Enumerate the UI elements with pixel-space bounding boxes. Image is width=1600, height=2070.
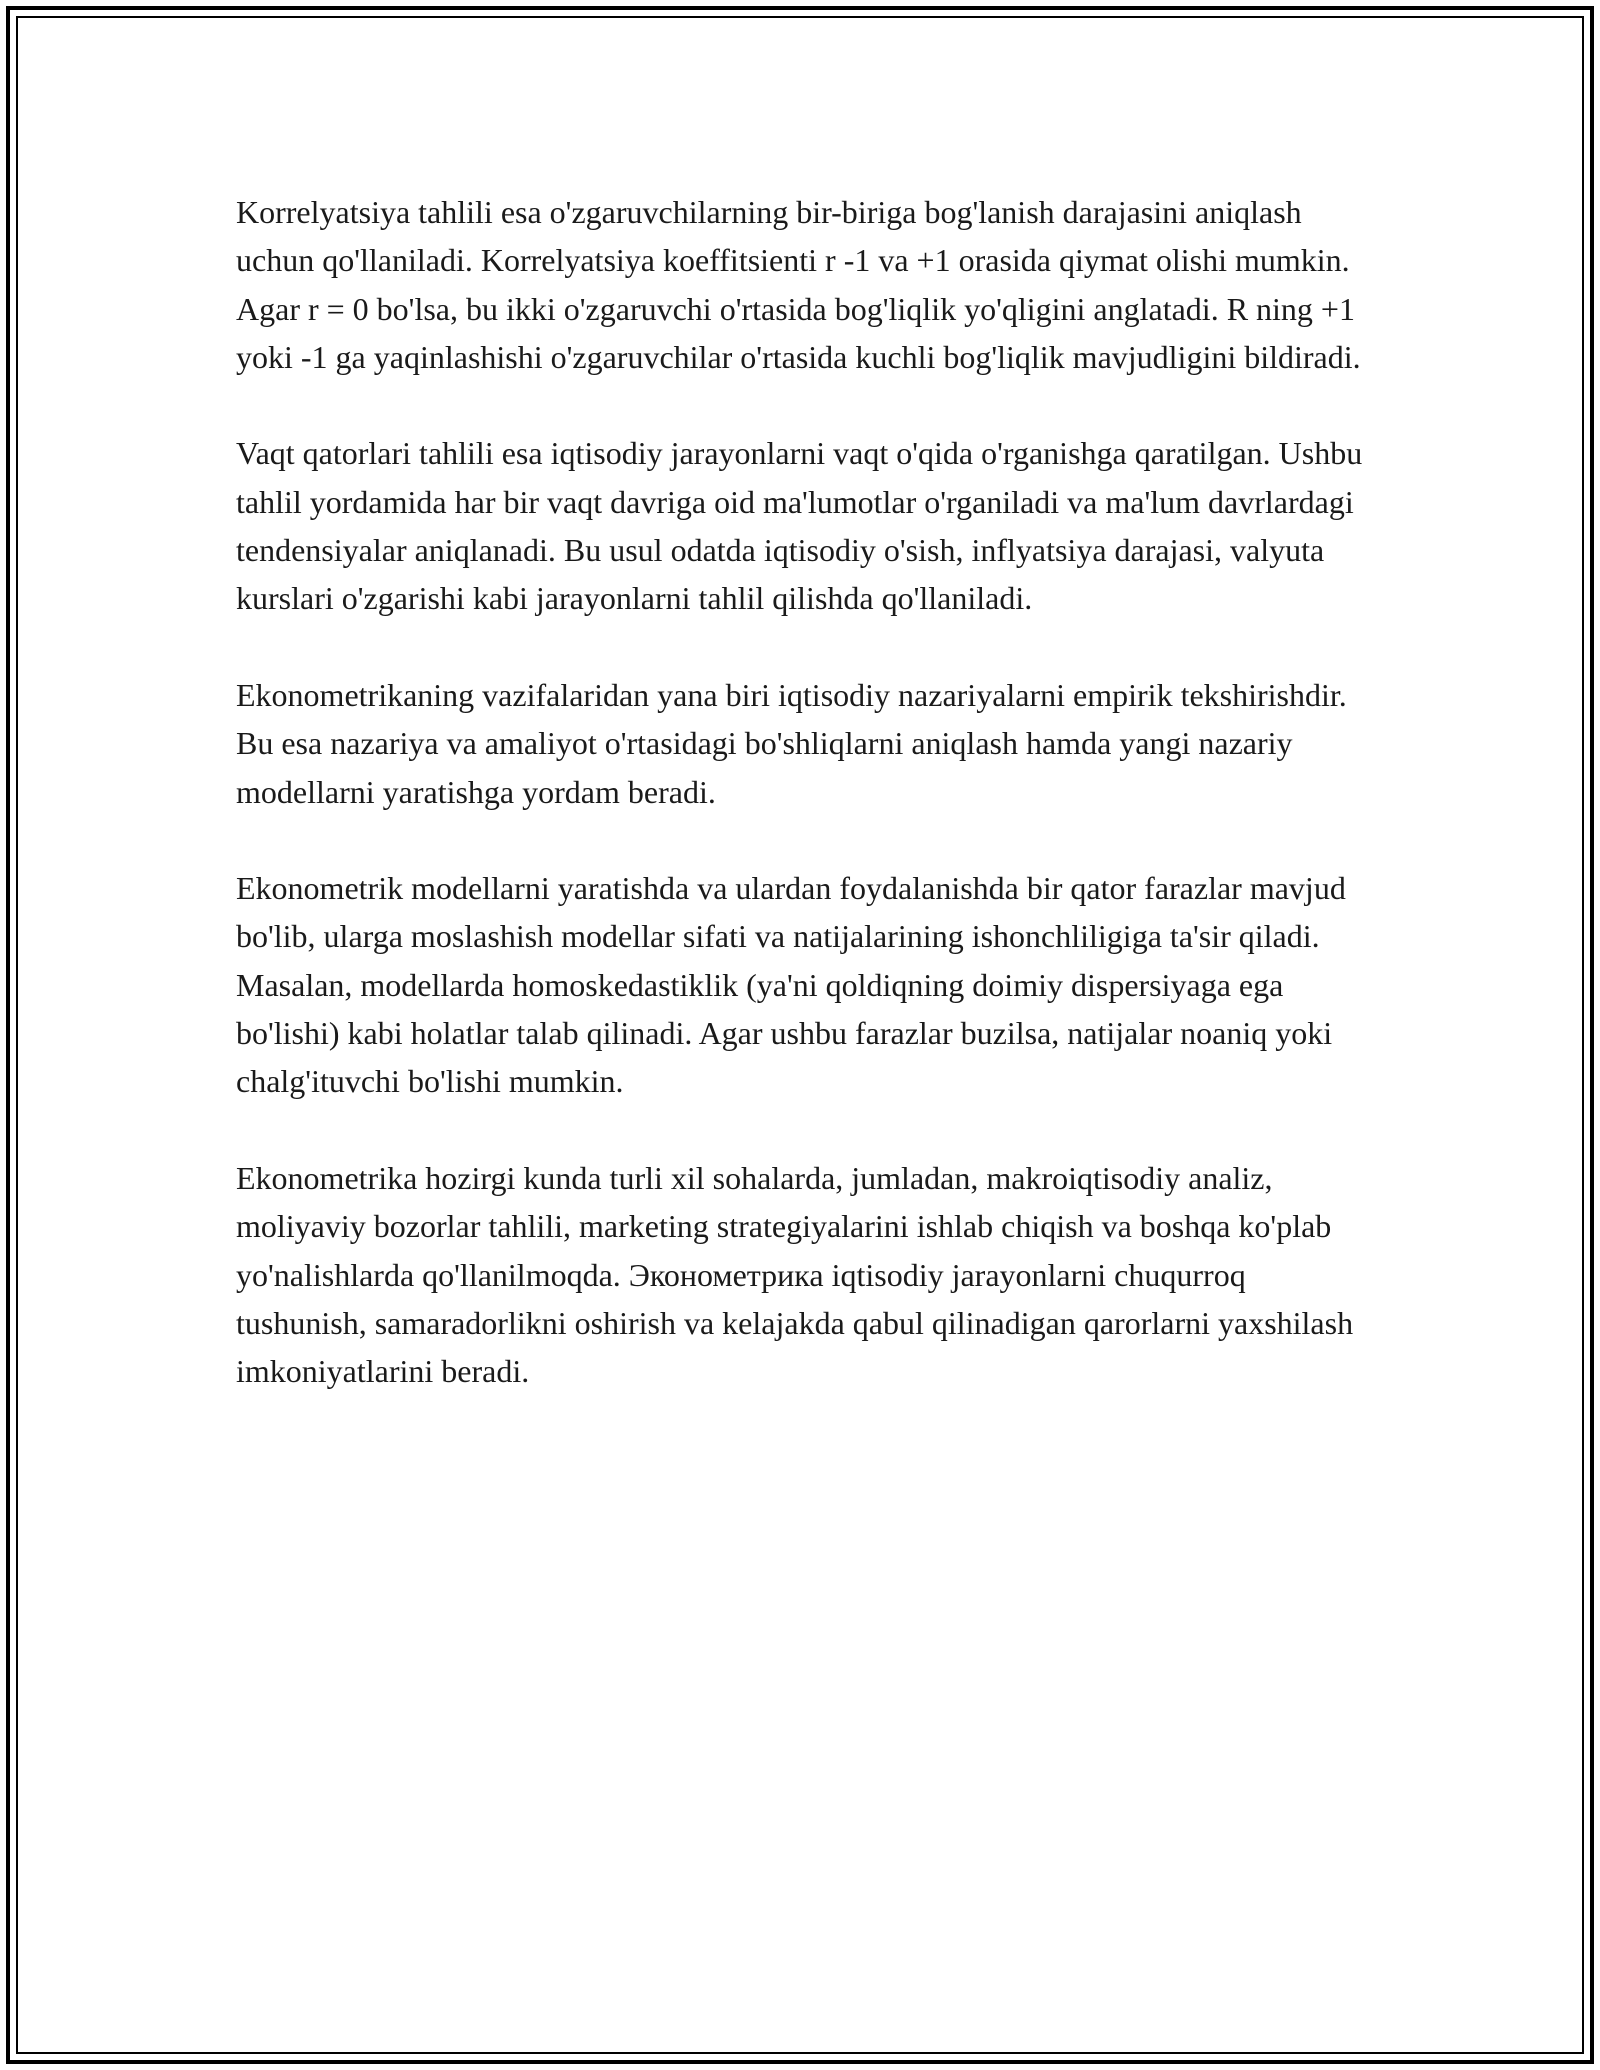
paragraph-econometrics-applications: Ekonometrika hozirgi kunda turli xil sohalarda, jumladan, makroiqtisodiy analiz, moliyaviy bozorlar tahlili, marketing strategiyalarini ishlab chiqish va boshqa ko'plab yo'nalishlarda qo'llanilmoqda. Эконометрика iqtisodiy jarayonlarni chuqurroq tushunish, samaradorlikni oshirish va kelajakda qabul qilinadigan qarorlarni yaxshilash imkoniyatlarini beradi. xyxy=(236,1159,1354,1390)
paragraph-time-series-analysis: Vaqt qatorlari tahlili esa iqtisodiy jarayonlarni vaqt o'qida o'rganishga qaratilgan. Ushbu tahlil yordamida har bir vaqt davriga oid ma'lumotlar o'rganiladi va ma'lum davrlardagi tendensiyalar aniqlanadi. Bu usul odatda iqtisodiy o'sish, inflyatsiya darajasi, valyuta kurslari o'zgarishi kabi jarayonlarni tahlil qilishda qo'llaniladi. xyxy=(236,435,1363,617)
paragraph-correlation-analysis: Korrelyatsiya tahlili esa o'zgaruvchilarning bir-biriga bog'lanish darajasini aniqlash uchun qo'llaniladi. Korrelyatsiya koeffitsienti r -1 va +1 orasida qiymat olishi mumkin. Agar r = 0 bo'lsa, bu ikki o'zgaruvchi o'rtasida bog'liqlik yo'qligini anglatadi. R ning +1 yoki -1 ga yaqinlashishi o'zgaruvchilar o'rtasida kuchli bog'liqlik mavjudligini bildiradi. xyxy=(236,194,1361,375)
document-body xyxy=(236,188,1376,1444)
paragraph-model-assumptions: Ekonometrik modellarni yaratishda va ulardan foydalanishda bir qator farazlar mavjud bo'lib, ularga moslashish modellar sifati va natijalarining ishonchliligiga ta'sir qiladi. Masalan, modellarda homoskedastiklik (ya'ni qoldiqning doimiy dispersiyaga ega bo'lishi) kabi holatlar talab qilinadi. Agar ushbu farazlar buzilsa, natijalar noaniq yoki chalg'ituvchi bo'lishi mumkin. xyxy=(236,870,1346,1100)
paragraph-empirical-testing: Ekonometrikaning vazifalaridan yana biri iqtisodiy nazariyalarni empirik tekshirishdir. Bu esa nazariya va amaliyot o'rtasidagi bo'shliqlarni aniqlash hamda yangi nazariy modellarni yaratishga yordam beradi. xyxy=(236,676,1347,810)
